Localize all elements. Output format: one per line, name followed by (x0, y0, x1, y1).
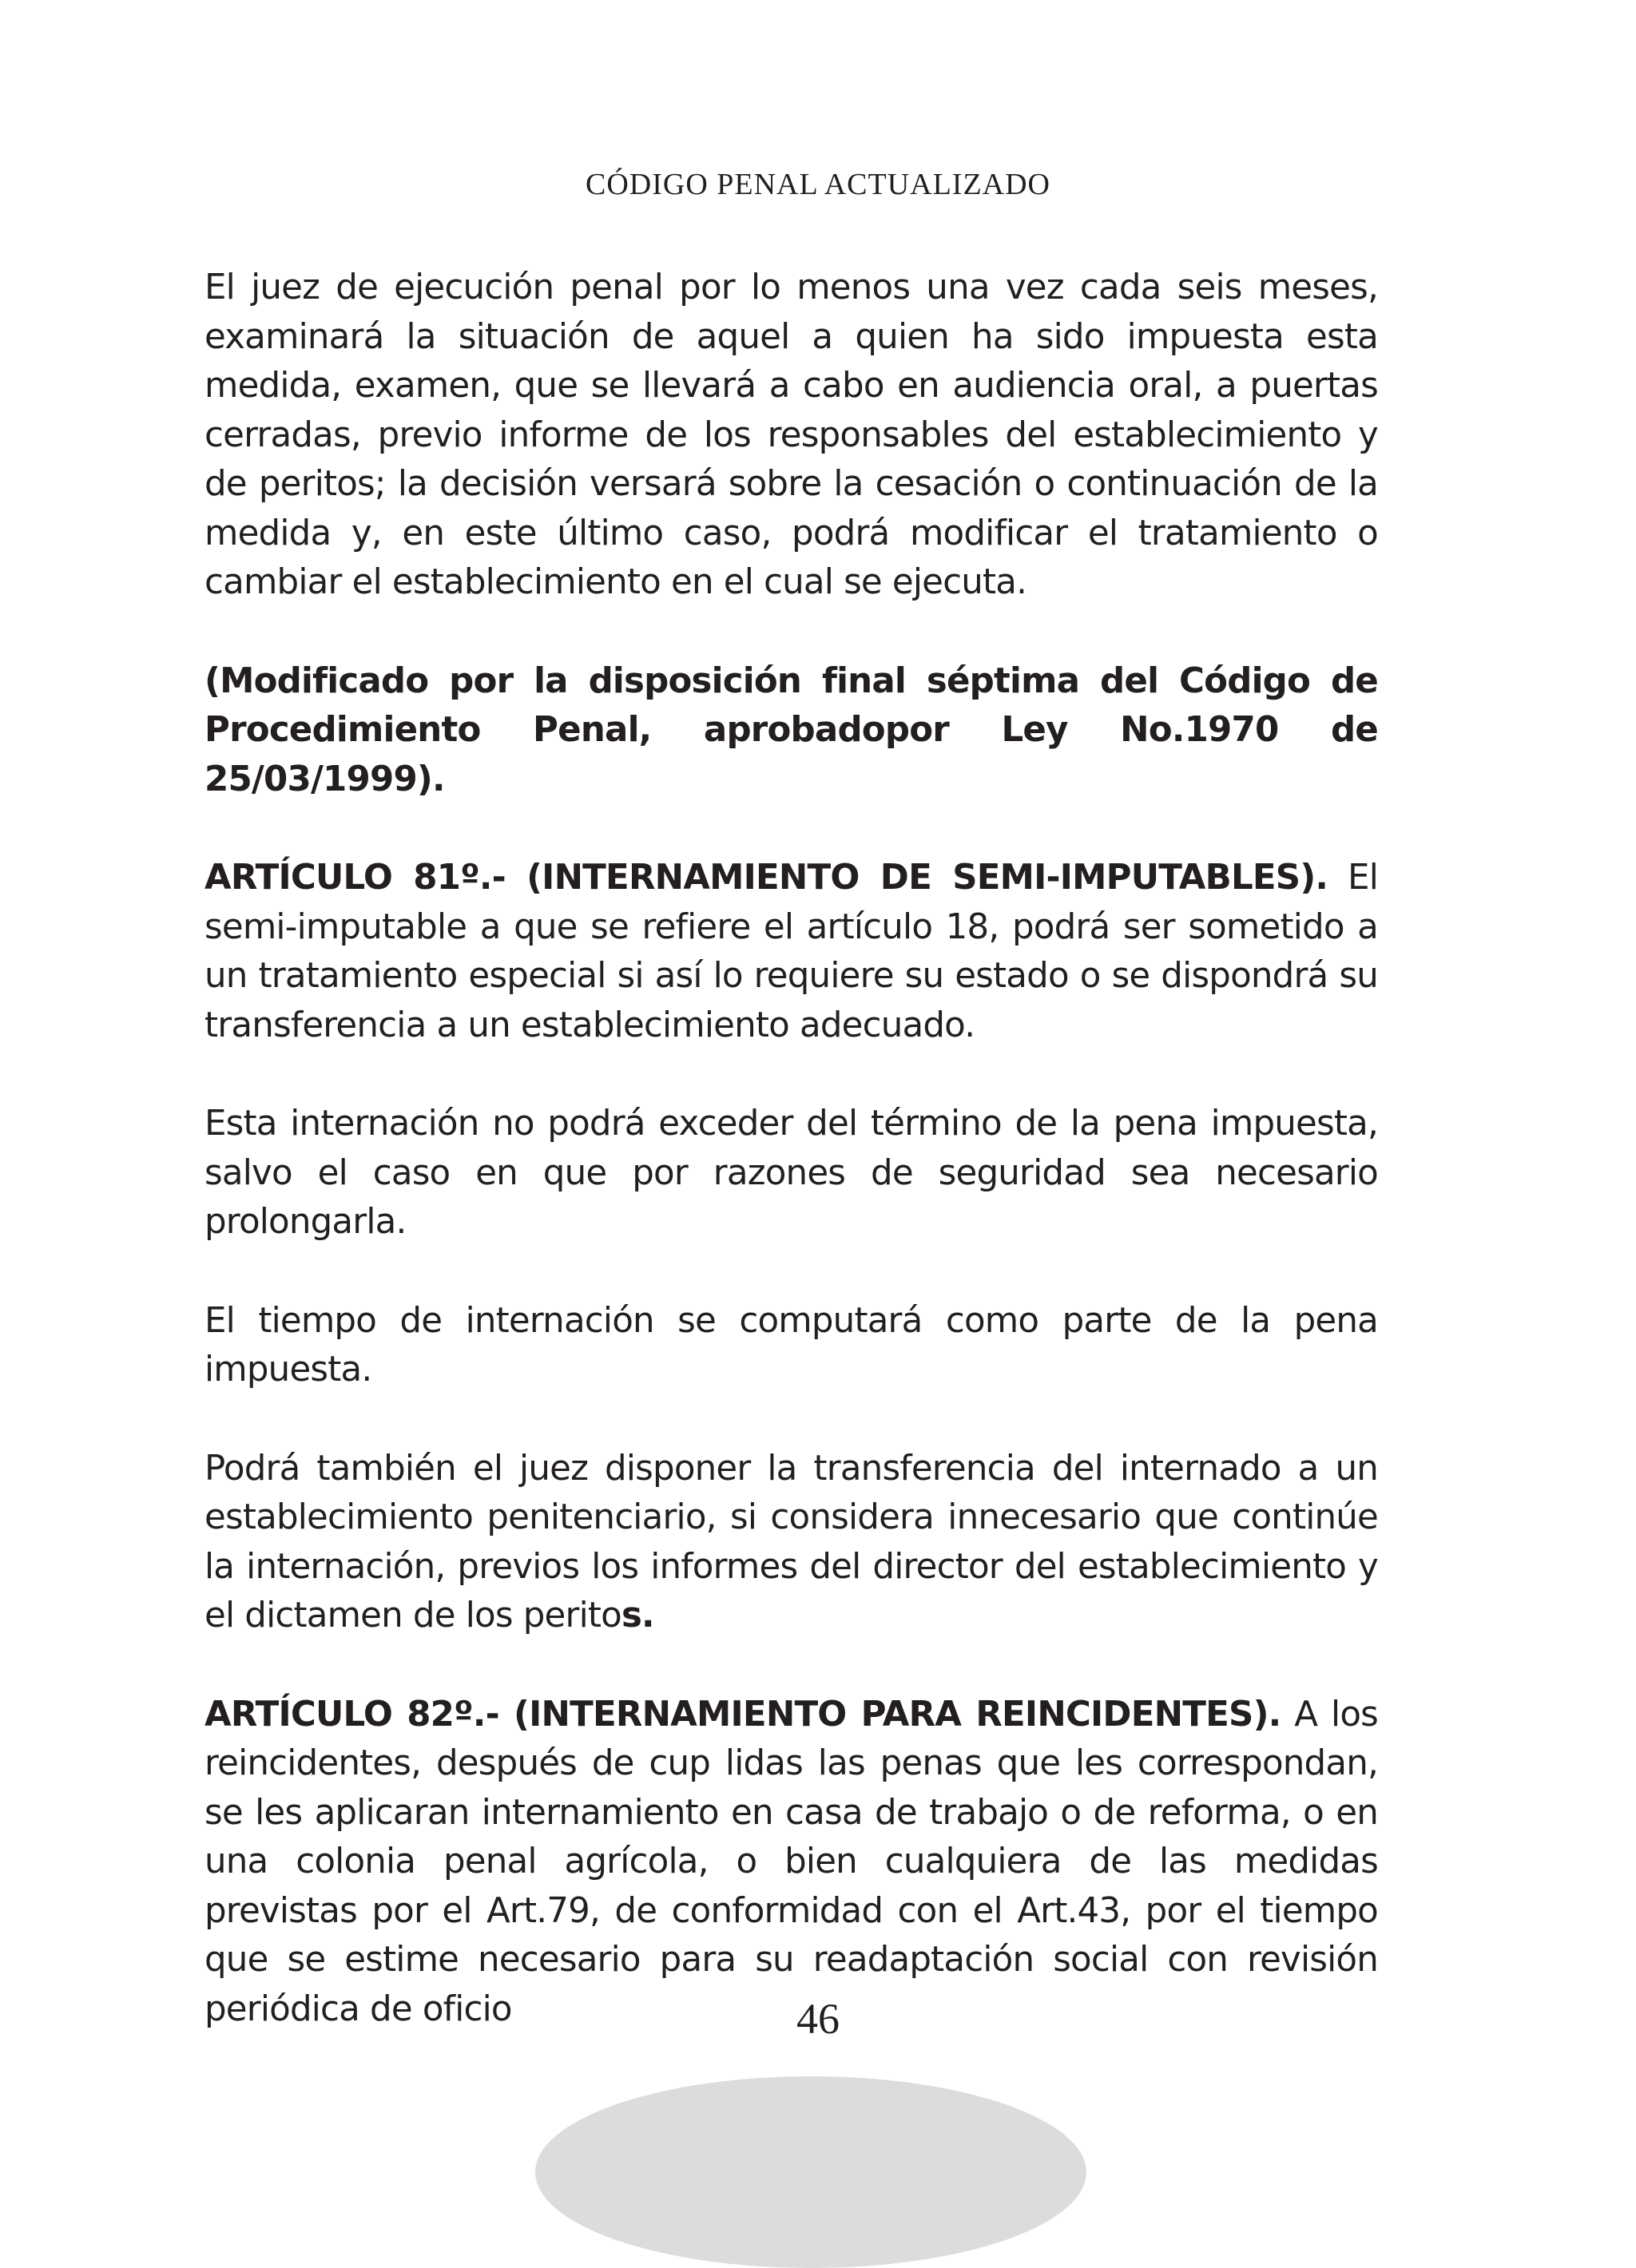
page-number: 46 (796, 1995, 840, 2043)
article-81 (204, 854, 1378, 1050)
page-body (204, 264, 1378, 2034)
paragraph-transferencia (204, 1445, 1378, 1641)
paragraph-juez-ejecucion: El juez de ejecución penal por lo menos una vez cada seis meses, examinará la situación de aquel a quien ha sido impuesta esta medida, examen, que se llevará a cabo en audiencia oral, a puertas cerradas, previo informe de los responsables del establecimiento y de peritos; la decisión versará sobre la cesación o continuación de la medida y, en este último caso, podrá modificar el tratamiento o cambiar el establecimiento en el cual se ejecuta. (204, 268, 1378, 602)
article-82 (204, 1691, 1378, 2035)
article-82-text: A los reincidentes, después de cup lidas las penas que les correspondan, se les aplicaran internamiento en casa de trabajo o de reforma, o en una colonia penal agrícola, o bien cualquiera de las medidas previstas por el Art.79, de conformidad con el Art.43, por el tiempo que se estime necesario para su readaptación social con revisión periódica de oficio (204, 1694, 1378, 2029)
paragraph-internacion: Esta internación no podrá exceder del término de la pena impuesta, salvo el caso en que por razones de seguridad sea necesario prolongarla. (204, 1104, 1378, 1242)
paragraph-transferencia-text: Podrá también el juez disponer la transferencia del internado a un establecimiento penitenciario, si considera innecesario que continúe la internación, previos los informes del director del establecimiento y el dictamen de los perito (204, 1448, 1378, 1636)
modification-note: (Modificado por la disposición final séptima del Código de Procedimiento Penal, aprobadopor Ley No.1970 de 25/03/1999). (204, 660, 1378, 799)
paragraph-transferencia-end: s. (621, 1596, 654, 1636)
running-header: CÓDIGO PENAL ACTUALIZADO (586, 168, 1050, 201)
paragraph-tiempo: El tiempo de internación se computará como parte de la pena impuesta. (204, 1300, 1378, 1390)
article-81-text: El semi-imputable a que se refiere el artículo 18, podrá ser sometido a un tratamiento especial si así lo requiere su estado o se dispondrá su transferencia a un establecimiento adecuado. (204, 858, 1378, 1045)
page-tab-decoration (535, 2076, 1086, 2268)
article-82-heading: ARTÍCULO 82º.- (INTERNAMIENTO PARA REINCIDENTES). (204, 1694, 1281, 1735)
article-81-heading: ARTÍCULO 81º.- (INTERNAMIENTO DE SEMI-IMPUTABLES). (204, 858, 1328, 898)
